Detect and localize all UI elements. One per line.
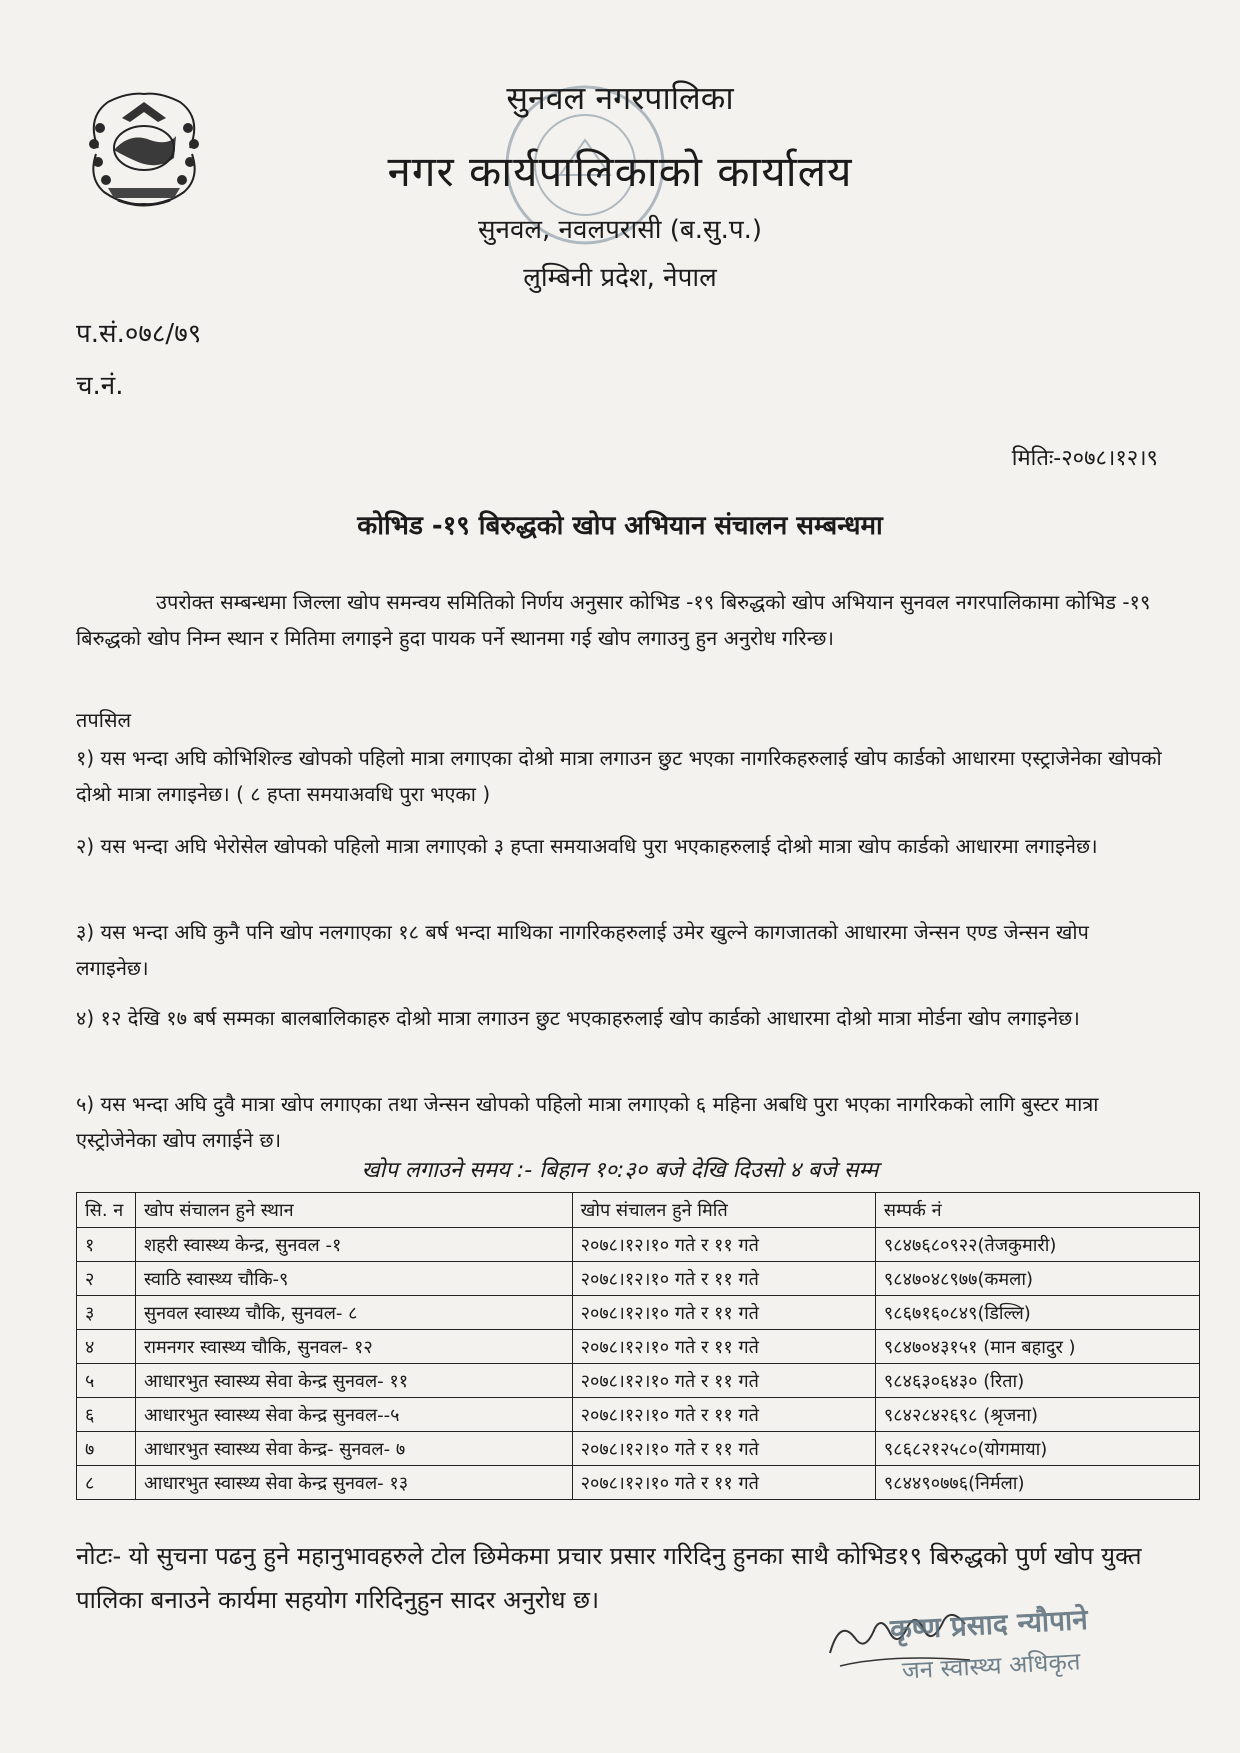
cell-location: आधारभुत स्वास्थ्य सेवा केन्द्र सुनवल- ११ <box>136 1364 573 1398</box>
cell-location: आधारभुत स्वास्थ्य सेवा केन्द्र- सुनवल- ७ <box>136 1432 573 1466</box>
signatory-stamp <box>858 1598 1122 1689</box>
vaccination-schedule-table <box>76 1192 1200 1500</box>
vaccination-timing: खोप लगाउने समय :- बिहान १०:३० बजे देखि दिउसो ४ बजे सम्म <box>361 1158 879 1183</box>
table-row <box>77 1228 1200 1262</box>
table-row <box>77 1330 1200 1364</box>
signatory-name: कृष्ण प्रसाद न्यौपाने <box>889 1602 1089 1647</box>
cell-contact: ९८४६३०६४३० (रिता) <box>875 1364 1199 1398</box>
cell-date: २०७८।१२।१० गते र ११ गते <box>572 1432 875 1466</box>
letter-number: प.सं.०७८/७९ <box>76 319 202 349</box>
cell-serial: २ <box>77 1262 136 1296</box>
table-row <box>77 1432 1200 1466</box>
cell-location: आधारभुत स्वास्थ्य सेवा केन्द्र सुनवल- १३ <box>136 1466 573 1500</box>
column-header-date: खोप संचालन हुने मिति <box>572 1193 875 1228</box>
table-row <box>77 1466 1200 1500</box>
table-header-row <box>77 1193 1200 1228</box>
table-row <box>77 1262 1200 1296</box>
cell-serial: ३ <box>77 1296 136 1330</box>
office-title: नगर कार्यपालिकाको कार्यालय <box>387 147 853 196</box>
letter-date: मितिः-२०७८।१२।९ <box>1011 446 1158 471</box>
cell-contact: ९८४७०४३१५१ (मान बहादुर ) <box>875 1330 1199 1364</box>
cell-serial: ८ <box>77 1466 136 1500</box>
intro-paragraph: उपरोक्त सम्बन्धमा जिल्ला खोप समन्वय समितिको निर्णय अनुसार कोभिड -१९ बिरुद्धको खोप अभियान सुनवल नगरपालिकामा कोभिड -१९ बिरुद्धको खोप निम्न स्थान र मितिमा लगाइने हुदा पायक पर्ने स्थानमा गई खोप लगाउनु हुन अनुरोध गरिन्छ। <box>76 590 1151 650</box>
table-row <box>77 1364 1200 1398</box>
list-item: २) यस भन्दा अघि भेरोसेल खोपको पहिलो मात्रा लगाएको ३ हप्ता समयाअवधि पुरा भएकाहरुलाई दोश्रो मात्रा खोप कार्डको आधारमा लगाइनेछ। <box>76 834 1098 858</box>
list-item: ५) यस भन्दा अघि दुवै मात्रा खोप लगाएका तथा जेन्सन खोपको पहिलो मात्रा लगाएको ६ महिना अबधि पुरा भएका नागरिकको लागि बुस्टर मात्रा एस्ट्रोजेनेका खोप लगाईने छ। <box>76 1092 1099 1152</box>
dispatch-number: च.नं. <box>76 371 124 401</box>
municipality-name: सुनवल नगरपालिका <box>506 79 734 117</box>
cell-location: आधारभुत स्वास्थ्य सेवा केन्द्र सुनवल--५ <box>136 1398 573 1432</box>
cell-date: २०७८।१२।१० गते र ११ गते <box>572 1466 875 1500</box>
column-header-location: खोप संचालन हुने स्थान <box>136 1193 573 1228</box>
table-row <box>77 1398 1200 1432</box>
cell-date: २०७८।१२।१० गते र ११ गते <box>572 1398 875 1432</box>
signatory-title: जन स्वास्थ्य अधिकृत <box>901 1647 1082 1685</box>
cell-serial: ७ <box>77 1432 136 1466</box>
cell-location: शहरी स्वास्थ्य केन्द्र, सुनवल -१ <box>136 1228 573 1262</box>
subject-line: कोभिड -१९ बिरुद्धको खोप अभियान संचालन सम्बन्धमा <box>357 511 883 541</box>
list-item: ३) यस भन्दा अघि कुनै पनि खोप नलगाएका १८ बर्ष भन्दा माथिका नागरिकहरुलाई उमेर खुल्ने कागजातको आधारमा जेन्सन एण्ड जेन्सन खोप लगाइनेछ। <box>76 920 1089 980</box>
cell-serial: ४ <box>77 1330 136 1364</box>
cell-serial: १ <box>77 1228 136 1262</box>
cell-date: २०७८।१२।१० गते र ११ गते <box>572 1296 875 1330</box>
cell-location: सुनवल स्वास्थ्य चौकि, सुनवल- ८ <box>136 1296 573 1330</box>
table-row <box>77 1296 1200 1330</box>
list-item: १) यस भन्दा अघि कोभिशिल्ड खोपको पहिलो मात्रा लगाएका दोश्रो मात्रा लगाउन छुट भएका नागरिकहरुलाई खोप कार्डको आधारमा एस्ट्राजेनेका खोपको दोश्रो मात्रा लगाइनेछ। ( ८ हप्ता समयाअवधि पुरा भएका ) <box>76 746 1162 806</box>
column-header-serial: सि. न <box>77 1193 136 1228</box>
cell-contact: ९८६७१६०८४९(डिल्लि) <box>875 1296 1199 1330</box>
nepal-government-emblem <box>78 88 210 210</box>
cell-location: रामनगर स्वास्थ्य चौकि, सुनवल- १२ <box>136 1330 573 1364</box>
column-header-contact: सम्पर्क नं <box>875 1193 1199 1228</box>
cell-contact: ९८४७६८०९२२(तेजकुमारी) <box>875 1228 1199 1262</box>
cell-contact: ९८४४९०७७६(निर्मला) <box>875 1466 1199 1500</box>
cell-contact: ९८४२८४२६९८ (श्रृजना) <box>875 1398 1199 1432</box>
cell-location: स्वाठि स्वास्थ्य चौकि-९ <box>136 1262 573 1296</box>
cell-date: २०७८।१२।१० गते र ११ गते <box>572 1262 875 1296</box>
cell-date: २०७८।१२।१० गते र ११ गते <box>572 1330 875 1364</box>
office-location: सुनवल, नवलपरासी (ब.सु.प.) <box>477 215 763 245</box>
province-country: लुम्बिनी प्रदेश, नेपाल <box>523 263 717 293</box>
list-item: ४) १२ देखि १७ बर्ष सम्मका बालबालिकाहरु दोश्रो मात्रा लगाउन छुट भएकाहरुलाई खोप कार्डको आधारमा दोश्रो मात्रा मोर्डना खोप लगाइनेछ। <box>76 1006 1080 1030</box>
cell-contact: ९८४७०४८९७७(कमला) <box>875 1262 1199 1296</box>
details-heading: तपसिल <box>76 708 132 732</box>
cell-serial: ६ <box>77 1398 136 1432</box>
cell-date: २०७८।१२।१० गते र ११ गते <box>572 1364 875 1398</box>
cell-date: २०७८।१२।१० गते र ११ गते <box>572 1228 875 1262</box>
note-paragraph: नोटः- यो सुचना पढनु हुने महानुभावहरुले टोल छिमेकमा प्रचार प्रसार गरिदिनु हुनका साथै कोभिड१९ बिरुद्धको पुर्ण खोप युक्त पालिका बनाउने कार्यमा सहयोग गरिदिनुहुन सादर अनुरोध छ। <box>76 1542 1142 1614</box>
cell-contact: ९८६८२१२५८०(योगमाया) <box>875 1432 1199 1466</box>
cell-serial: ५ <box>77 1364 136 1398</box>
